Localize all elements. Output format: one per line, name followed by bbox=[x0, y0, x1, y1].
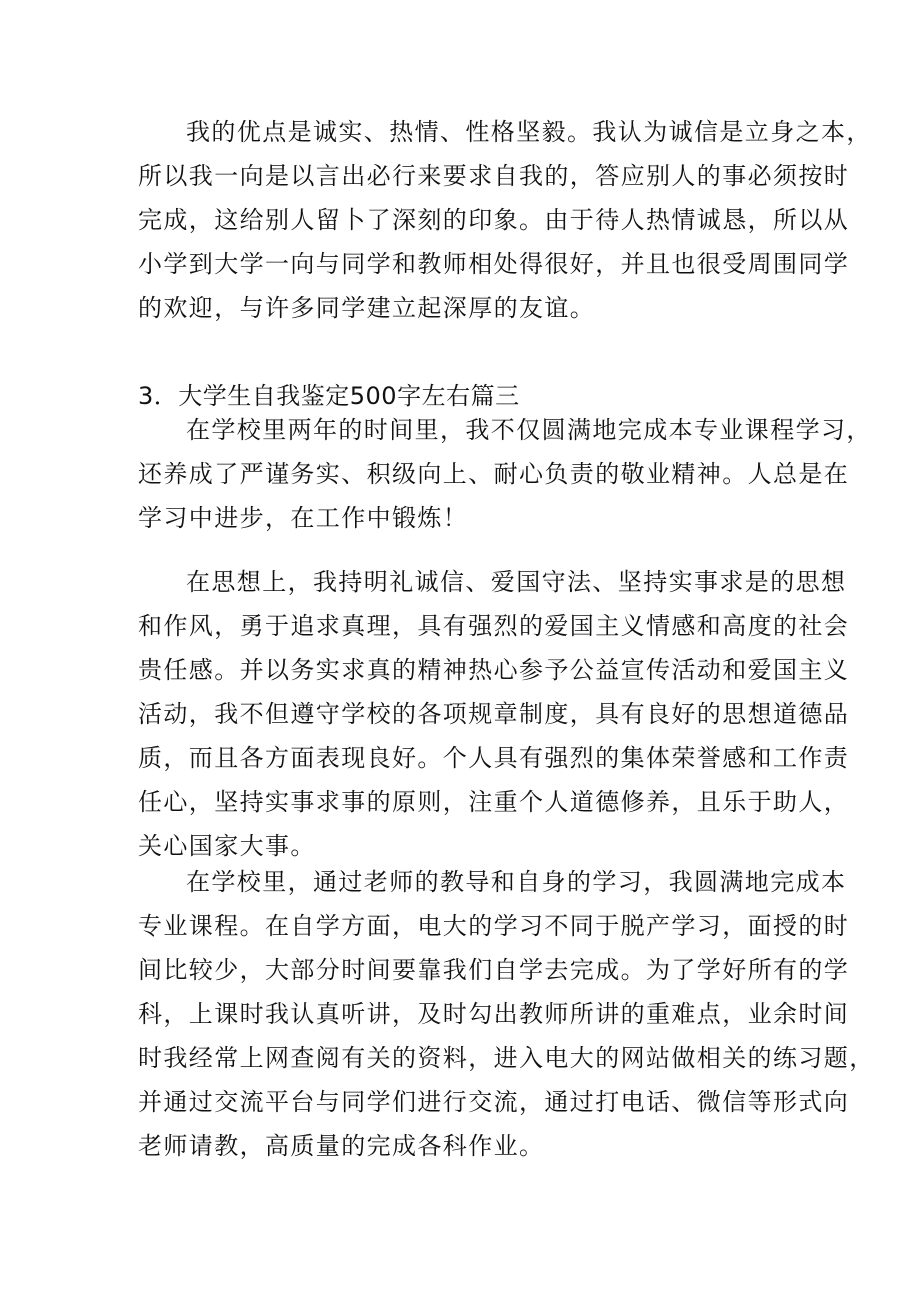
text-line: 在学校里两年的时间里，我不仅圆满地完成本专业课程学习， bbox=[186, 416, 872, 444]
text-line: 所以我一向是以言出必行来要求自我的，答应别人的事必须按时 bbox=[138, 162, 850, 190]
paragraph-ideology bbox=[138, 560, 850, 868]
text-line: 质，而且各方面表现良好。个人具有强烈的集体荣誉感和工作责 bbox=[138, 744, 850, 772]
text-line: 老师请教，高质量的完成各科作业。 bbox=[138, 1132, 545, 1160]
text-line: 专业课程。在自学方面，电大的学习不同于脱产学习，面授的时 bbox=[138, 912, 850, 940]
text-line: 小学到大学一向与同学和教师相处得很好，并且也很受周围同学 bbox=[138, 250, 850, 278]
text-line: 贵任感。并以务实求真的精神热心参予公益宣传活动和爱国主义 bbox=[138, 656, 850, 684]
text-line: 科，上课时我认真听讲，及时勾出教师所讲的重难点，业余时间 bbox=[138, 1000, 850, 1028]
text-line: 在思想上，我持明礼诚信、爱国守法、坚持实事求是的思想 bbox=[186, 568, 847, 596]
text-line: 学习中进步，在工作中锻炼！ bbox=[138, 504, 469, 532]
text-line: 在学校里，通过老师的教导和自身的学习，我圆满地完成本 bbox=[186, 868, 847, 896]
text-line: 完成，这给别人留卜了深刻的印象。由于待人热情诚恳，所以从 bbox=[138, 206, 850, 234]
section-heading: 3．大学生自我鉴定500字左右篇三 bbox=[138, 382, 520, 410]
paragraph-overview bbox=[138, 408, 872, 540]
paragraph-study bbox=[138, 860, 875, 1168]
text-line: 活动，我不但遵守学校的各项规章制度，具有良好的思想道德品 bbox=[138, 700, 850, 728]
text-line: 还养成了严谨务实、积级向上、耐心负责的敬业精神。人总是在 bbox=[138, 460, 850, 488]
paragraph-strengths bbox=[138, 110, 872, 330]
text-line: 任心，坚持实事求事的原则，注重个人道德修养，且乐于助人， bbox=[138, 788, 850, 816]
text-line: 间比较少，大部分时间要靠我们自学去完成。为了学好所有的学 bbox=[138, 956, 850, 984]
text-line: 并通过交流平台与同学们进行交流，通过打电话、微信等形式向 bbox=[138, 1088, 850, 1116]
text-line: 我的优点是诚实、热情、性格坚毅。我认为诚信是立身之本， bbox=[186, 118, 872, 146]
text-line: 时我经常上网查阅有关的资料，进入电大的网站做相关的练习题， bbox=[138, 1044, 875, 1072]
text-line: 关心国家大事。 bbox=[138, 832, 316, 860]
text-line: 的欢迎，与许多同学建立起深厚的友谊。 bbox=[138, 294, 596, 322]
text-line: 和作风，勇于追求真理，具有强烈的爱国主义情感和高度的社会 bbox=[138, 612, 850, 640]
